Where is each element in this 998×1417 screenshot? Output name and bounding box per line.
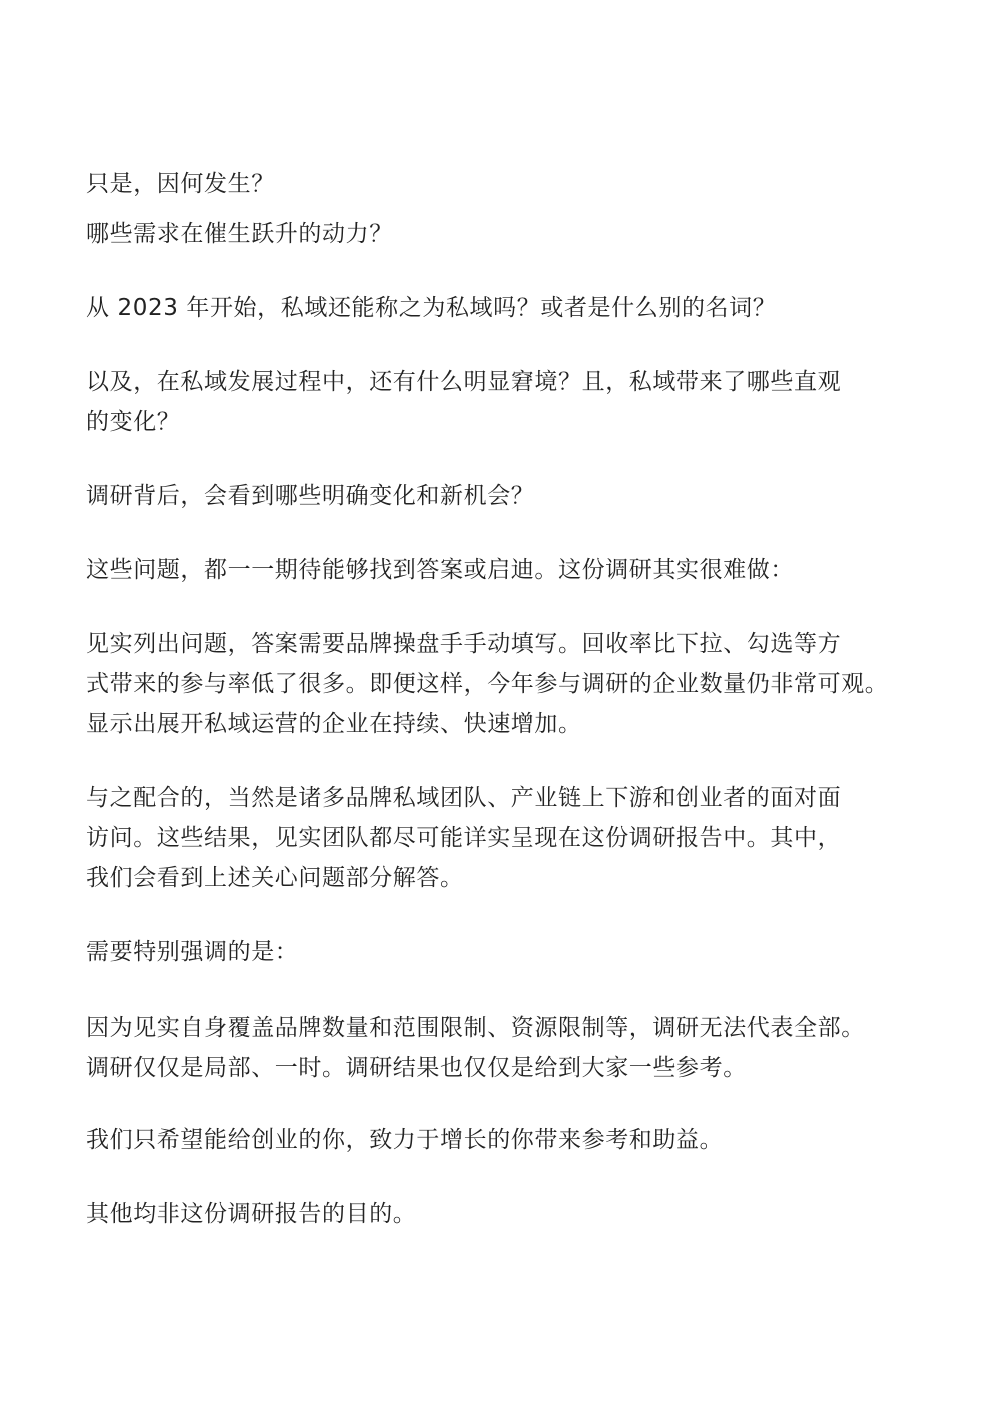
text-line: 因为见实自身覆盖品牌数量和范围限制、资源限制等，调研无法代表全部。 (86, 1015, 865, 1041)
text-line: 调研仅仅是局部、一时。调研结果也仅仅是给到大家一些参考。 (86, 1055, 747, 1081)
text-line: 与之配合的，当然是诸多品牌私域团队、产业链上下游和创业者的面对面 (86, 785, 842, 811)
text-line: 其他均非这份调研报告的目的。 (86, 1201, 417, 1227)
text-line: 的变化？ (86, 409, 181, 435)
text-line: 只是，因何发生？ (86, 171, 275, 197)
text-line: 我们会看到上述关心问题部分解答。 (86, 865, 464, 891)
text-line: 见实列出问题，答案需要品牌操盘手手动填写。回收率比下拉、勾选等方 (86, 631, 842, 657)
text-line: 哪些需求在催生跃升的动力？ (86, 221, 393, 247)
text-line: 这些问题，都一一期待能够找到答案或启迪。这份调研其实很难做： (86, 557, 794, 583)
text-line: 调研背后，会看到哪些明确变化和新机会？ (86, 483, 535, 509)
text-line: 访问。这些结果，见实团队都尽可能详实呈现在这份调研报告中。其中， (86, 825, 842, 851)
text-line: 显示出展开私域运营的企业在持续、快速增加。 (86, 711, 582, 737)
text-line: 从 2023 年开始，私域还能称之为私域吗？或者是什么别的名词？ (86, 295, 777, 321)
text-line: 式带来的参与率低了很多。即便这样，今年参与调研的企业数量仍非常可观。 (86, 671, 889, 697)
text-line: 我们只希望能给创业的你，致力于增长的你带来参考和助益。 (86, 1127, 724, 1153)
text-line: 以及，在私域发展过程中，还有什么明显窘境？且，私域带来了哪些直观 (86, 369, 842, 395)
text-line: 需要特别强调的是： (86, 939, 299, 965)
